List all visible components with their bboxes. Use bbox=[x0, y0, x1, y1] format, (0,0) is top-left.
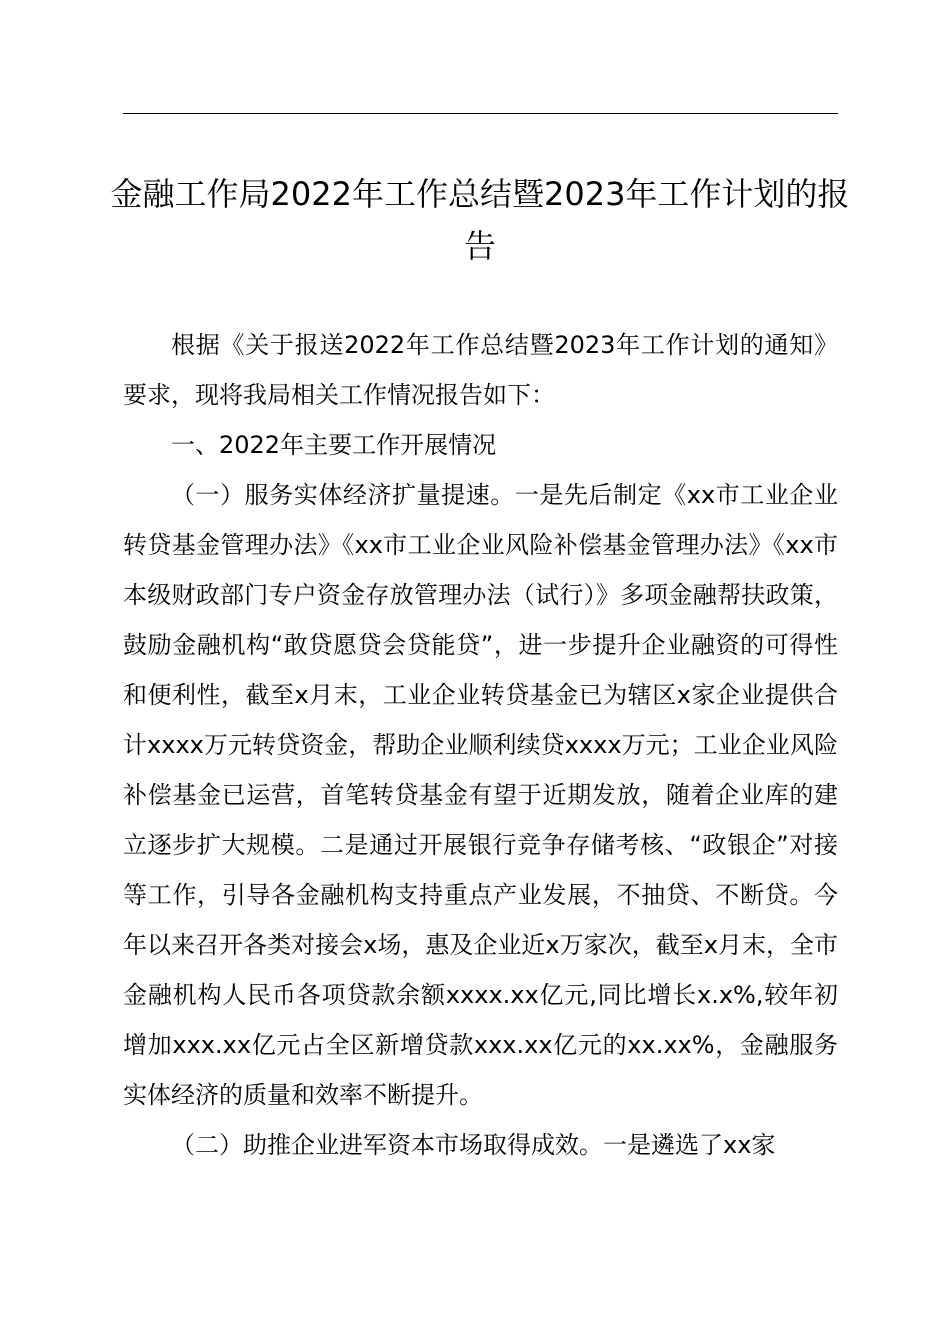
header-rule bbox=[123, 113, 838, 114]
document-title: 金融工作局2022年工作总结暨2023年工作计划的报告 bbox=[110, 175, 850, 265]
section-heading: 一、2022年主要工作开展情况 bbox=[171, 431, 497, 459]
body-paragraph: （一）服务实体经济扩量提速。一是先后制定《xx市工业企业转贷基金管理办法》《xx市工业企业风险补偿基金管理办法》《xx市本级财政部门专户资金存放管理办法（试行）》多项金融帮扶政策，鼓励金融机构“敢贷愿贷会贷能贷”，进一步提升企业融资的可得性和便利性，截至x月末，工业企业转贷基金已为辖区x家企业提供合计xxxx万元转贷资金，帮助企业顺利续贷xxxx万元；工业企业风险补偿基金已运营，首笔转贷基金有望于近期发放，随着企业库的建立逐步扩大规模。二是通过开展银行竞争存储考核、“政银企”对接等工作，引导各金融机构支持重点产业发展，不抽贷、不断贷。今年以来召开各类对接会x场，惠及企业近x万家次，截至x月末，全市金融机构人民币各项贷款余额xxxx.xx亿元,同比增长x.x%,较年初增加xxx.xx亿元占全区新增贷款xxx.xx亿元的xx.xx%，金融服务实体经济的质量和效率不断提升。 bbox=[123, 481, 838, 1109]
document-body bbox=[123, 320, 838, 1170]
intro-paragraph: 根据《关于报送2022年工作总结暨2023年工作计划的通知》要求，现将我局相关工作情况报告如下： bbox=[123, 331, 838, 409]
body-paragraph: （二）助推企业进军资本市场取得成效。一是遴选了xx家 bbox=[171, 1131, 776, 1159]
